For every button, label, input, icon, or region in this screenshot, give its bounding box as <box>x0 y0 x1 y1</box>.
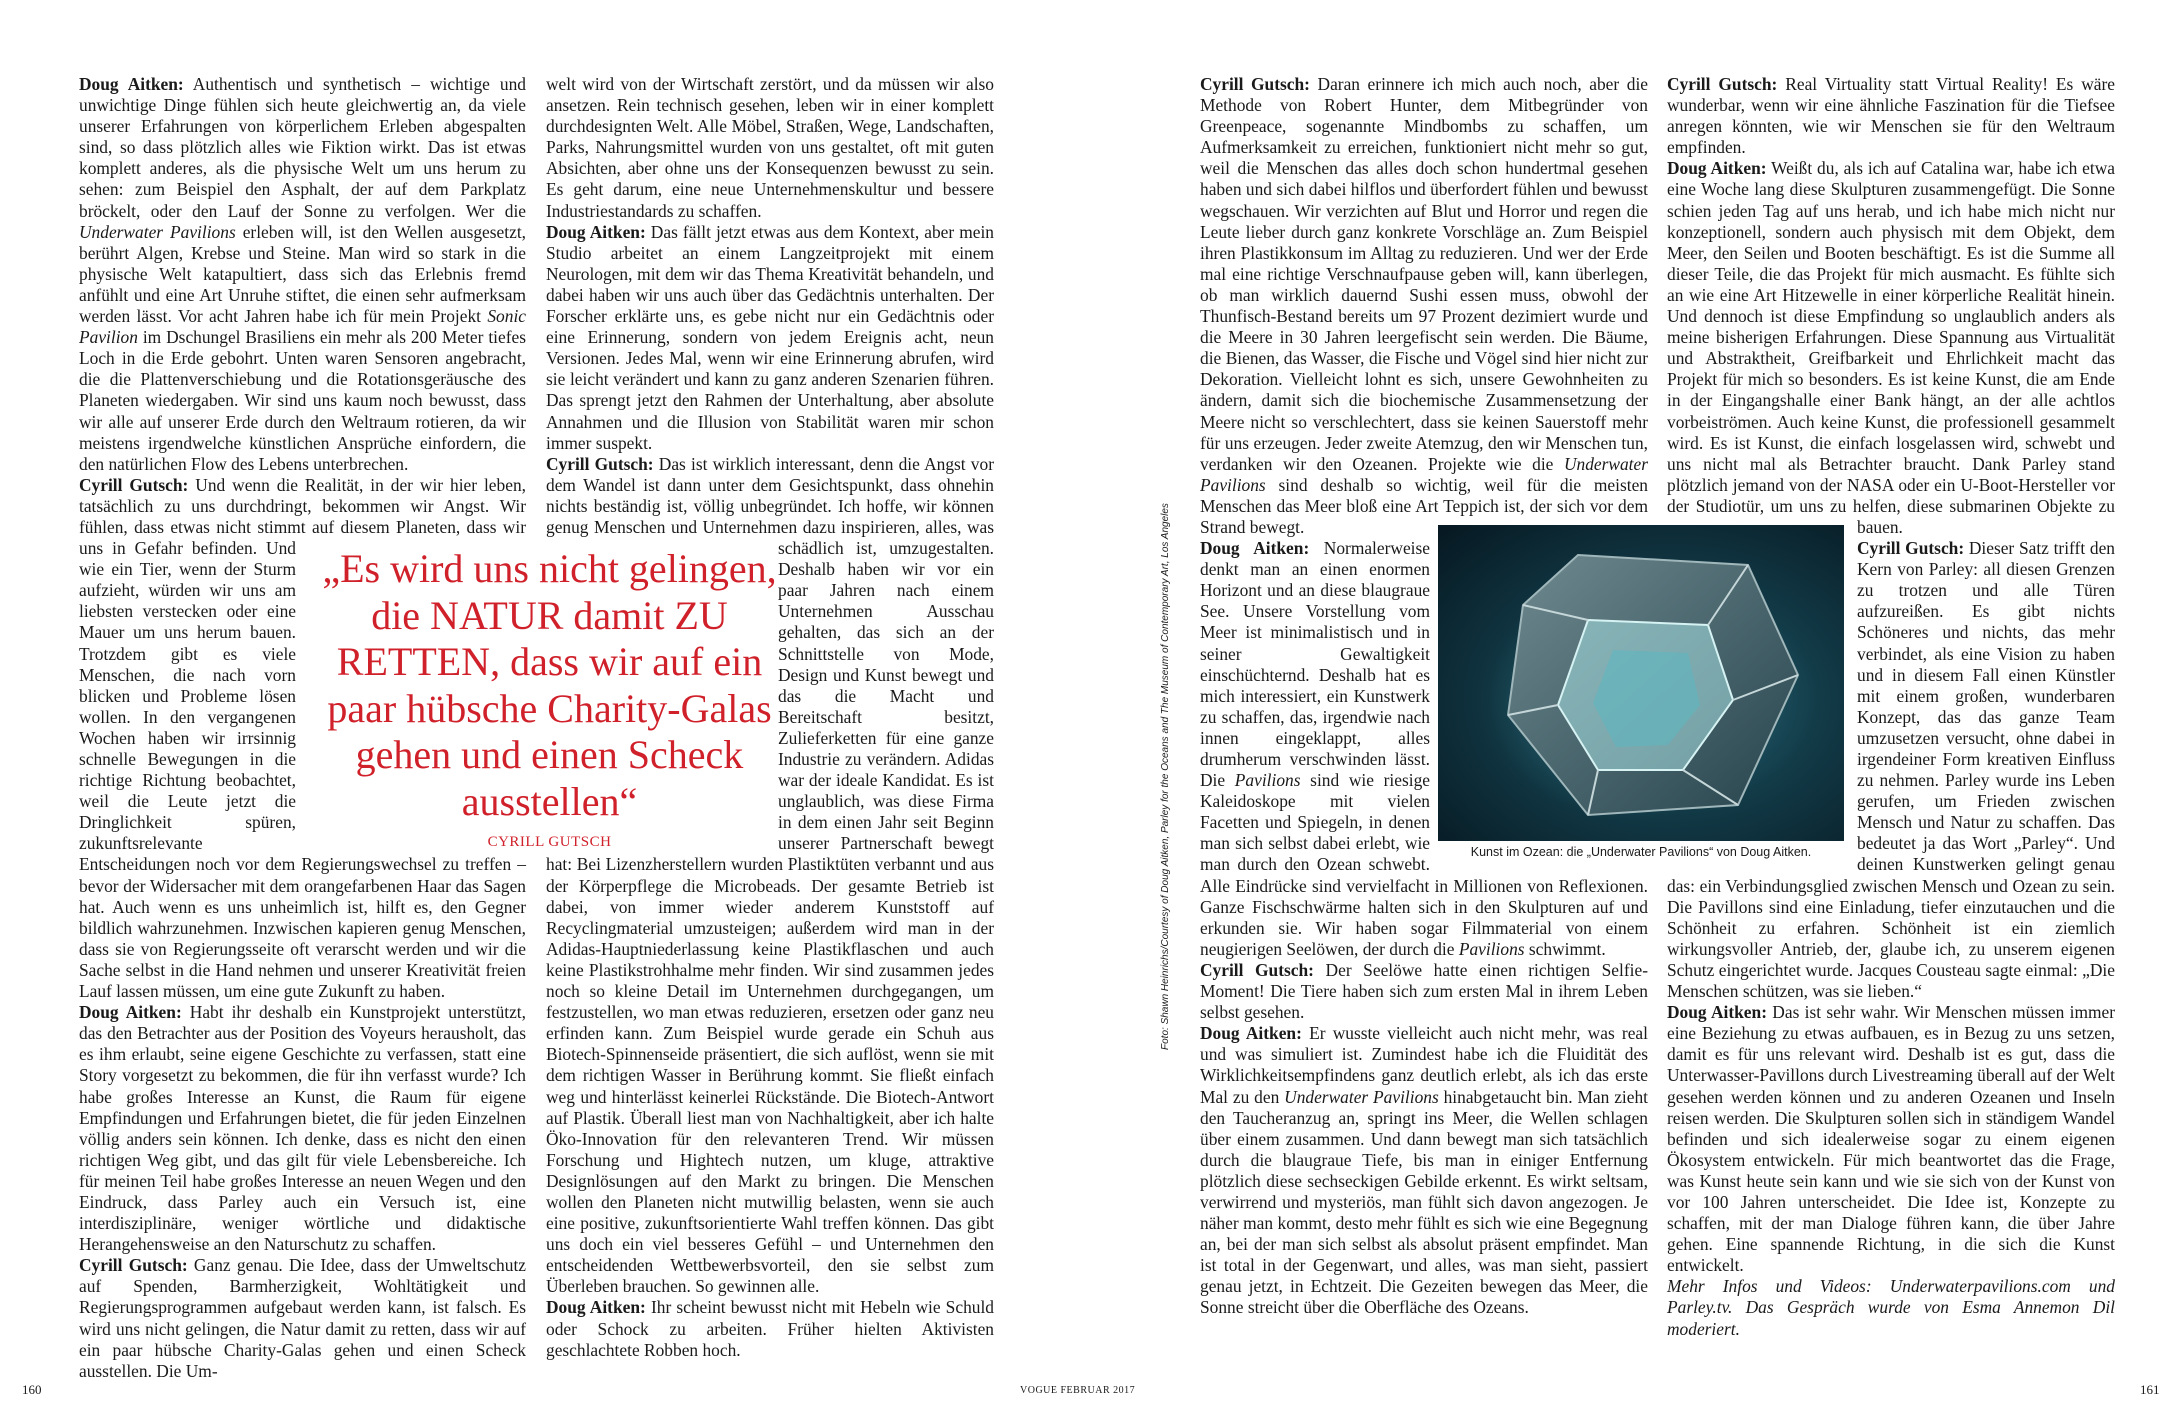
body-text: erleben will, ist den Wellen ausgesetzt, berührt Algen, Krebse und Steine. Man wird so stark in die physische Welt katapultiert, dass sich das Erlebnis fremd anfühlt und eine Art Unruhe stiftet, die einen sehr aufmerksam werden lässt. Vor acht Jahren habe ich für mein Projekt <box>79 221 526 327</box>
speaker-name: Cyrill Gutsch: <box>546 453 654 474</box>
page-number-left: 160 <box>22 1382 42 1397</box>
body-text: Real Virtuality statt Virtual Reality! Es wäre wunderbar, wenn wir eine ähnliche Faszination für die Tiefsee anregen könnten, wie wir Menschen sie für den Weltraum empfinden. <box>1667 74 2116 158</box>
paragraph <box>79 1255 526 1382</box>
body-text: Er wusste vielleicht auch nicht mehr, was real und was simuliert ist. Zumindest habe ich die Fluidität des Wirklichkeitsempfindens ganz deutlich erlebt, als ich das erste Mal zu den <box>1200 1023 1648 1107</box>
paragraph <box>1667 1002 2115 1276</box>
paragraph <box>1200 1023 1648 1318</box>
body-text: Und wenn die Realität, in der wir hier leben, tatsächlich zu uns durchdringt, bekommen wir Angst. Wir fühlen, dass etwas nicht stimmt auf diesem Planeten, dass wir uns in Gefahr befinden. Und wie ein Tier, wenn der Sturm aufzieht, würden wir uns am liebsten verstecken oder eine Mauer um uns herum bauen. Trotzdem gibt es viele Menschen, die nach vorn blicken und Probleme lösen wollen. In den vergangenen Wochen haben wir irrsinnig schnelle Bewegungen in die richtige Richtung beobachtet, weil die Leute jetzt die Dringlichkeit spüren, zukunftsrelevante Entscheidungen noch vor dem Regierungswechsel zu treffen – bevor der Widersacher mit dem orangefarbenen Haar das Sagen hat. Auch wenn es uns unheimlich ist, hilft es, den Gegner bildlich wahrzunehmen. Inzwischen kapieren genug Menschen, dass sie von Regierungsseite oft verarscht werden und wir die Sache selbst in die Hand nehmen und unserer Kreativität freien Lauf lassen müssen, um eine gute Zukunft zu haben. <box>79 474 526 1002</box>
body-text: Habt ihr deshalb ein Kunstprojekt unterstützt, das den Betrachter aus der Position des Voyeurs herausholt, das es ihm erlaubt, seine eigene Geschichte zu verfassen, statt eine Story vorgesetzt zu bekommen, die für ihn verfasst wurde? Ich habe großes Interesse an Kunst, die Raum für eigene Empfindungen und Erfahrungen bietet, die für jeden Einzelnen völlig anders sein können. Ich denke, dass es nicht den einen richtigen Weg gibt, und das gilt für viele Lebensbereiche. Ich für meinen Teil habe großes Interesse an neuen Wegen und den Eindruck, dass Parley auch ein Versuch ist, eine interdisziplinäre, weniger wörtliche und didaktische Herangehensweise an den Naturschutz zu schaffen. <box>79 1002 526 1255</box>
italic-text: Underwater Pavilions <box>1284 1086 1439 1107</box>
speaker-name: Cyrill Gutsch: <box>1667 74 1778 94</box>
pull-quote-attribution: CYRILL GUTSCH <box>487 833 612 850</box>
body-text: Das ist wirklich interessant, denn die Angst vor dem Wandel ist dann unter dem Gesichtspunkt, dass ohnehin nichts beständig ist, völlig unbegründet. Ich hoffe, wir können genug Menschen und Unternehmen dazu inspirieren, alles, was schädlich ist, umzugestalten. Deshalb haben wir vor ein paar Jahren nach einem Unternehmen Ausschau gehalten, das sich an der Schnittstelle von Mode, Design und Kunst bewegt und das die Macht und Bereitschaft besitzt, Zulieferketten für eine ganze Industrie zu verändern. Adidas war der ideale Kandidat. Es ist unglaublich, was diese Firma in dem einen Jahr seit Beginn unserer Partnerschaft bewegt hat: Bei Lizenzherstellern wurden Plastiktüten verbannt und aus der Körperpflege die Microbeads. Der gesamte Betrieb ist dabei, von immer wieder anderem Kunststoff auf Recyclingmaterial umzusteigen; außerdem wird man in der Adidas-Hauptniederlassung keine Plastikflaschen und auch keine Plastikstrohhalme mehr finden. Wir sind zusammen jedes noch so kleine Detail im Unternehmen durchgegangen, um festzustellen, wo man etwas reduzieren, ersetzen oder ganz neu erfinden kann. Zum Beispiel wurde gerade ein Schuh aus Biotech-Spinnenseide präsentiert, die sich auflöst, wenn sie mit dem richtigen Wasser in Berührung kommt. Sie fließt einfach weg und hinterlässt keinerlei Rückstände. Die Biotech-Antwort auf Plastik. Überall liest man von Nachhaltigkeit, aber ich halte Öko-Innovation für den relevanteren Trend. Wir müssen Forschung und Hightech nutzen, um kluge, attraktive Designlösungen auf den Markt zu bringen. Die Menschen wollen den Planeten nicht mutwillig belasten, wenn sie auch eine positive, zukunftsorientierte Wahl treffen können. Das gibt uns doch ein viel besseres Gefühl – und Unternehmen den entscheidenden Wettbewerbsvorteil, den sie selbst zum Überleben brauchen. So gewinnen alle. <box>546 453 994 1297</box>
body-text: Der Seelöwe hatte einen richtigen Selfie-Moment! Die Tiere haben sich zum ersten Mal in ihrem Leben selbst gesehen. <box>1200 959 1648 1023</box>
speaker-name: Doug Aitken: <box>1200 538 1310 559</box>
paragraph <box>79 1002 526 1255</box>
italic-text: Pavilions <box>1458 938 1525 959</box>
body-text: Das fällt jetzt etwas aus dem Kontext, aber mein Studio arbeitet an einem Langzeitprojekt mit einem Neurologen, mit dem wir das Thema Kreativität behandeln, und dabei haben wir uns auch über das Gedächtnis unterhalten. Der Forscher erklärte uns, es gebe nicht nur ein Gedächtnis oder eine Erinnerung, sondern von jedem Ereignis acht, neun Versionen. Jedes Mal, wenn wir eine Erinnerung abrufen, wird sie leicht verändert und kann zu ganz anderen Szenarien führen. Das sprengt jetzt den Rahmen der Unterhaltung, aber absolute Annahmen und die Illusion von Stabilität waren mir schon immer suspekt. <box>546 221 994 453</box>
speaker-name: Doug Aitken: <box>79 74 184 94</box>
photo-caption: Kunst im Ozean: die „Underwater Pavilions“ von Doug Aitken. <box>1470 845 1812 859</box>
speaker-name: Doug Aitken: <box>1667 1002 1767 1023</box>
paragraph <box>1667 158 2115 538</box>
body-text: Weißt du, als ich auf Catalina war, habe ich etwa eine Woche lang diese Skulpturen zusammengefügt. Die Sonne schien jeden Tag auf uns herab, und ich habe mich nicht nur konzeptionell, sondern auch physisch mit dem Objekt, dem Meer, den Seilen und Booten beschäftigt. Es ist die Summe all dieser Teile, die das Projekt für mich ausmacht. Es fühlte sich an wie eine Art Hitzewelle in einer körperliche Realität hinein. Und dennoch ist diese Empfindung so unglaublich anders als meine bisherigen Erfahrungen. Diese Spannung aus Virtualität und Abstraktheit, Greifbarkeit und Ehrlichkeit macht das Projekt für mich so besonders. Es ist keine Kunst, die am Ende in der Eingangshalle einer Bank hängt, an der alle achtlos vorbeiströmen. Auch keine Kunst, die professionell gesammelt wird. Es ist Kunst, die einfach losgelassen wird, schwebt und uns nicht mal als Betrachter braucht. Dank Parley stand plötzlich jemand von der NASA oder ein U-Boot-Hersteller vor der Studiotür, um uns zu helfen, diese submarinen Objekte zu bauen. <box>1667 158 2115 537</box>
pull-quote <box>322 546 777 852</box>
body-text: Das ist sehr wahr. Wir Menschen müssen immer eine Beziehung zu etwas aufbauen, es in Bezug zu uns setzen, damit es für uns relevant wird. Deshalb ist es gut, dass die Unterwasser-Pavillons durch Livestreaming überall auf der Welt gesehen werden können und zu anderen Ozeanen und Inseln reisen werden. Die Skulpturen sollen sich in ständigem Wandel befinden und sich idealerweise sogar zu einem eigenen Ökosystem entwickeln. Für mich beantwortet das die Frage, was Kunst heute sein kann und wie sie sich von der Kunst von vor 100 Jahren unterscheidet. Die Idee ist, Konzepte zu schaffen, mit der man Dialoge führen kann, die über Jahre gehen. Eine spannende Richtung, in die sich die Kunst entwickelt. <box>1667 1002 2116 1276</box>
italic-text: Underwater Pavilions <box>1200 453 1648 495</box>
body-text: sind deshalb so wichtig, weil für die meisten Menschen das Meer bloß eine Art Teppich ist, der sich vor dem Strand bewegt. <box>1200 474 1648 537</box>
speaker-name: Doug Aitken: <box>546 221 646 242</box>
body-text: Daran erinnere ich mich auch noch, aber die Methode von Robert Hunter, dem Mitbegründer von Greenpeace, sogenannte Mindbombs zu schaffen, um Aufmerksamkeit zu erreichen, funktioniert nicht mehr so gut, weil die Menschen das alles doch schon hundertmal gesehen haben und sich dabei hilflos und überfordert fühlen und bewusst wegschauen. Wir verzichten auf Blut und Horror und regen die Leute lieber durch ganz konkrete Vorschläge an. Zum Beispiel ihren Plastikkonsum im Alltag zu reduzieren. Und wer der Erde mal eine richtige Verschnaufpause geben will, kann überlegen, ob man wirklich dauernd Sushi essen muss, obwohl der Thunfisch-Bestand bereits um 97 Prozent dezimiert wurde und die Meere in 30 Jahren leergefischt sein werden. Die Bäume, die Bienen, das Wasser, die Fische und Vögel sind hier nicht zur Dekoration. Vielleicht lohnt es sich, unsere Gewohnheiten zu ändern, damit sich die biochemische Zusammensetzung der Meere nicht so verschlechtert, dass sie keinen Sauerstoff mehr für uns erzeugen. Jeder zweite Atemzug, den wir Menschen tun, verdanken wir den Ozeanen. Projekte wie die <box>1200 74 1648 474</box>
speaker-name: Doug Aitken: <box>546 1297 646 1318</box>
body-text: Dieser Satz trifft den Kern von Parley: all diesen Grenzen zu trotzen und alle Türen aufzureißen. Es gibt nichts Schöneres und nichts, das mehr verbindet, als eine Vision zu haben und in diesem Fall einen Künstler mit einem großen, wunderbaren Konzept, das das ganze Team umzusetzen versucht, ohne dabei in irgendeiner Form kreativen Einfluss zu nehmen. Parley wurde ins Leben gerufen, um Frieden zwischen Mensch und Natur zu schaffen. Das bedeutet ja das Wort „Parley“. Und deinen Kunstwerken gelingt genau das: ein Verbindungsglied zwischen Mensch und Ozean zu sein. Die Pavillons sind eine Einladung, tiefer einzutauchen und die Schönheit zu erfahren. Schönheit ist ein ziemlich wirkungsvoller Antrieb, der, glaube ich, zu unserem eigenen Schutz eingerichtet wurde. Jacques Cousteau sagte einmal: „Die Menschen schützen, was sie lieben.“ <box>1667 538 2115 1002</box>
body-text: im Dschungel Brasiliens ein mehr als 200 Meter tiefes Loch in die Erde gebohrt. Unten waren Sensoren angebracht, die die Plattenverschiebung und die Rotationsgeräusche des Planeten wiedergaben. Wir sind uns kaum noch bewusst, dass wir alle auf unserer Erde durch den Weltraum rotieren, da wir meistens irgendwelche künstlichen Ansprüche einfordern, die den natürlichen Flow des Lebens unterbrechen. <box>79 327 526 474</box>
body-text: schwimmt. <box>1524 938 1606 959</box>
body-text: welt wird von der Wirtschaft zerstört, und da müssen wir also ansetzen. Rein technisch gesehen, leben wir in einer komplett durchdesignten Welt. Alle Möbel, Straßen, Wege, Landschaften, Parks, Nahrungsmittel wurden von uns gestaltet, oft mit guten Absichten, aber ohne uns der Konsequenzen bewusst zu sein. Es geht darum, eine neue Unternehmenskultur und bessere Industriestandards zu schaffen. <box>546 74 994 221</box>
body-text: Authentisch und synthetisch – wichtige und unwichtige Dinge fühlen sich heute gleichwertig an, da viele unserer Erfahrungen von körperlichem Erleben abgespalten sind, so dass plötzlich alles wie Fiktion wirkt. Das ist etwas komplett anderes, als die physische Welt um uns herum zu sehen: zum Beispiel den Asphalt, der auf dem Parkplatz bröckelt, oder den Lauf der Sonne zu verfolgen. Wer die <box>79 74 526 221</box>
body-text: sind wie riesige Kaleidoskope mit vielen Facetten und Spiegeln, in denen man sich selbst dabei erlebt, wie man durch den Ozean schwebt. Alle Eindrücke sind vervielfacht in Millionen von Reflexionen. Ganze Fischschwärme halten sich in den Skulpturen auf und erkunden sie. Wir haben sogar Filmmaterial von einem neugierigen Seelöwen, der durch die <box>1200 770 1648 959</box>
italic-text: Mehr Infos und Videos: Underwaterpavilions.com und Parley.tv. Das Gespräch wurde von Esma Annemon Dil moderiert. <box>1667 1276 2115 1339</box>
body-text: Ihr scheint bewusst nicht mit Hebeln wie Schuld oder Schock zu arbeiten. Früher hielten Aktivisten geschlachtete Robben hoch. <box>546 1297 994 1360</box>
photo-credit: Foto: Shawn Heinrichs/Courtesy of Doug Aitken, Parley for the Oceans and The Museum of Contemporary Art, Los Angeles <box>1160 503 1171 1050</box>
paragraph <box>1200 74 1648 538</box>
speaker-name: Cyrill Gutsch: <box>79 1255 188 1276</box>
speaker-name: Doug Aitken: <box>1667 158 1767 179</box>
speaker-name: Doug Aitken: <box>1200 1023 1302 1044</box>
italic-text: Sonic Pavilion <box>79 306 526 348</box>
paragraph <box>1667 74 2115 158</box>
paragraph <box>546 1297 994 1360</box>
underwater-pavilion-photo <box>1438 525 1844 841</box>
italic-text: Pavilions <box>1234 770 1301 791</box>
paragraph <box>1667 1276 2115 1339</box>
speaker-name: Cyrill Gutsch: <box>79 474 189 495</box>
paragraph <box>546 222 994 454</box>
speaker-name: Doug Aitken: <box>79 1002 182 1023</box>
paragraph <box>546 74 994 222</box>
speaker-name: Cyrill Gutsch: <box>1857 538 1965 559</box>
body-text: Normalerweise denkt man an einen enormen Horizont und an diese blaugraue See. Unsere Vorstellung vom Meer ist minimalistisch und in seiner Gewaltigkeit einschüchternd. Deshalb hat es mich interessiert, ein Kunstwerk zu schaffen, das, irgendwie nach innen eingeklappt, alles drumherum verschwinden lässt. Die <box>1200 538 1430 791</box>
pull-quote-text: „Es wird uns nicht gelingen, die NATUR damit ZU RETTEN, dass wir auf ein paar hübsche Charity-Galas gehen und einen Scheck ausstellen“ <box>322 546 777 824</box>
body-text: Ganz genau. Die Idee, dass der Umweltschutz auf Spenden, Barmherzigkeit, Wohltätigkeit und Regierungsprogrammen aufgebaut werden kann, ist falsch. Es wird uns nicht gelingen, die Natur damit zu retten, dass wir auf ein paar hübsche Charity-Galas gehen und einen Scheck ausstellen. Die Um- <box>79 1255 526 1381</box>
speaker-name: Cyrill Gutsch: <box>1200 959 1314 980</box>
italic-text: Underwater Pavilions <box>79 221 236 242</box>
speaker-name: Cyrill Gutsch: <box>1200 74 1310 94</box>
paragraph <box>79 74 526 475</box>
page-number-right: 161 <box>2140 1382 2160 1397</box>
magazine-footer: VOGUE FEBRUAR 2017 <box>1020 1385 1136 1396</box>
paragraph <box>1200 960 1648 1023</box>
pavilion-sculpture-illustration <box>1438 525 1844 841</box>
body-text: hinabgetaucht bin. Man zieht den Taucheranzug an, springt ins Meer, die Wellen schlagen über einem zusammen. Und dann bewegt man sich tatsächlich durch die blaugraue Tiefe, bis man in einiger Entfernung plötzlich diese sechseckigen Gebilde erkennt. Es wirkt seltsam, verwirrend und mysteriös, man fühlt sich davon angezogen. Je näher man kommt, desto mehr fühlt es sich wie eine Begegnung an, bei der man sich selbst als absolut präsent empfindet. Man ist total in der Gegenwart, und alles, was man sieht, passiert genau jetzt, in Echtzeit. Die Gezeiten bewegen das Meer, die Sonne streicht über die Oberfläche des Ozeans. <box>1200 1086 1648 1318</box>
